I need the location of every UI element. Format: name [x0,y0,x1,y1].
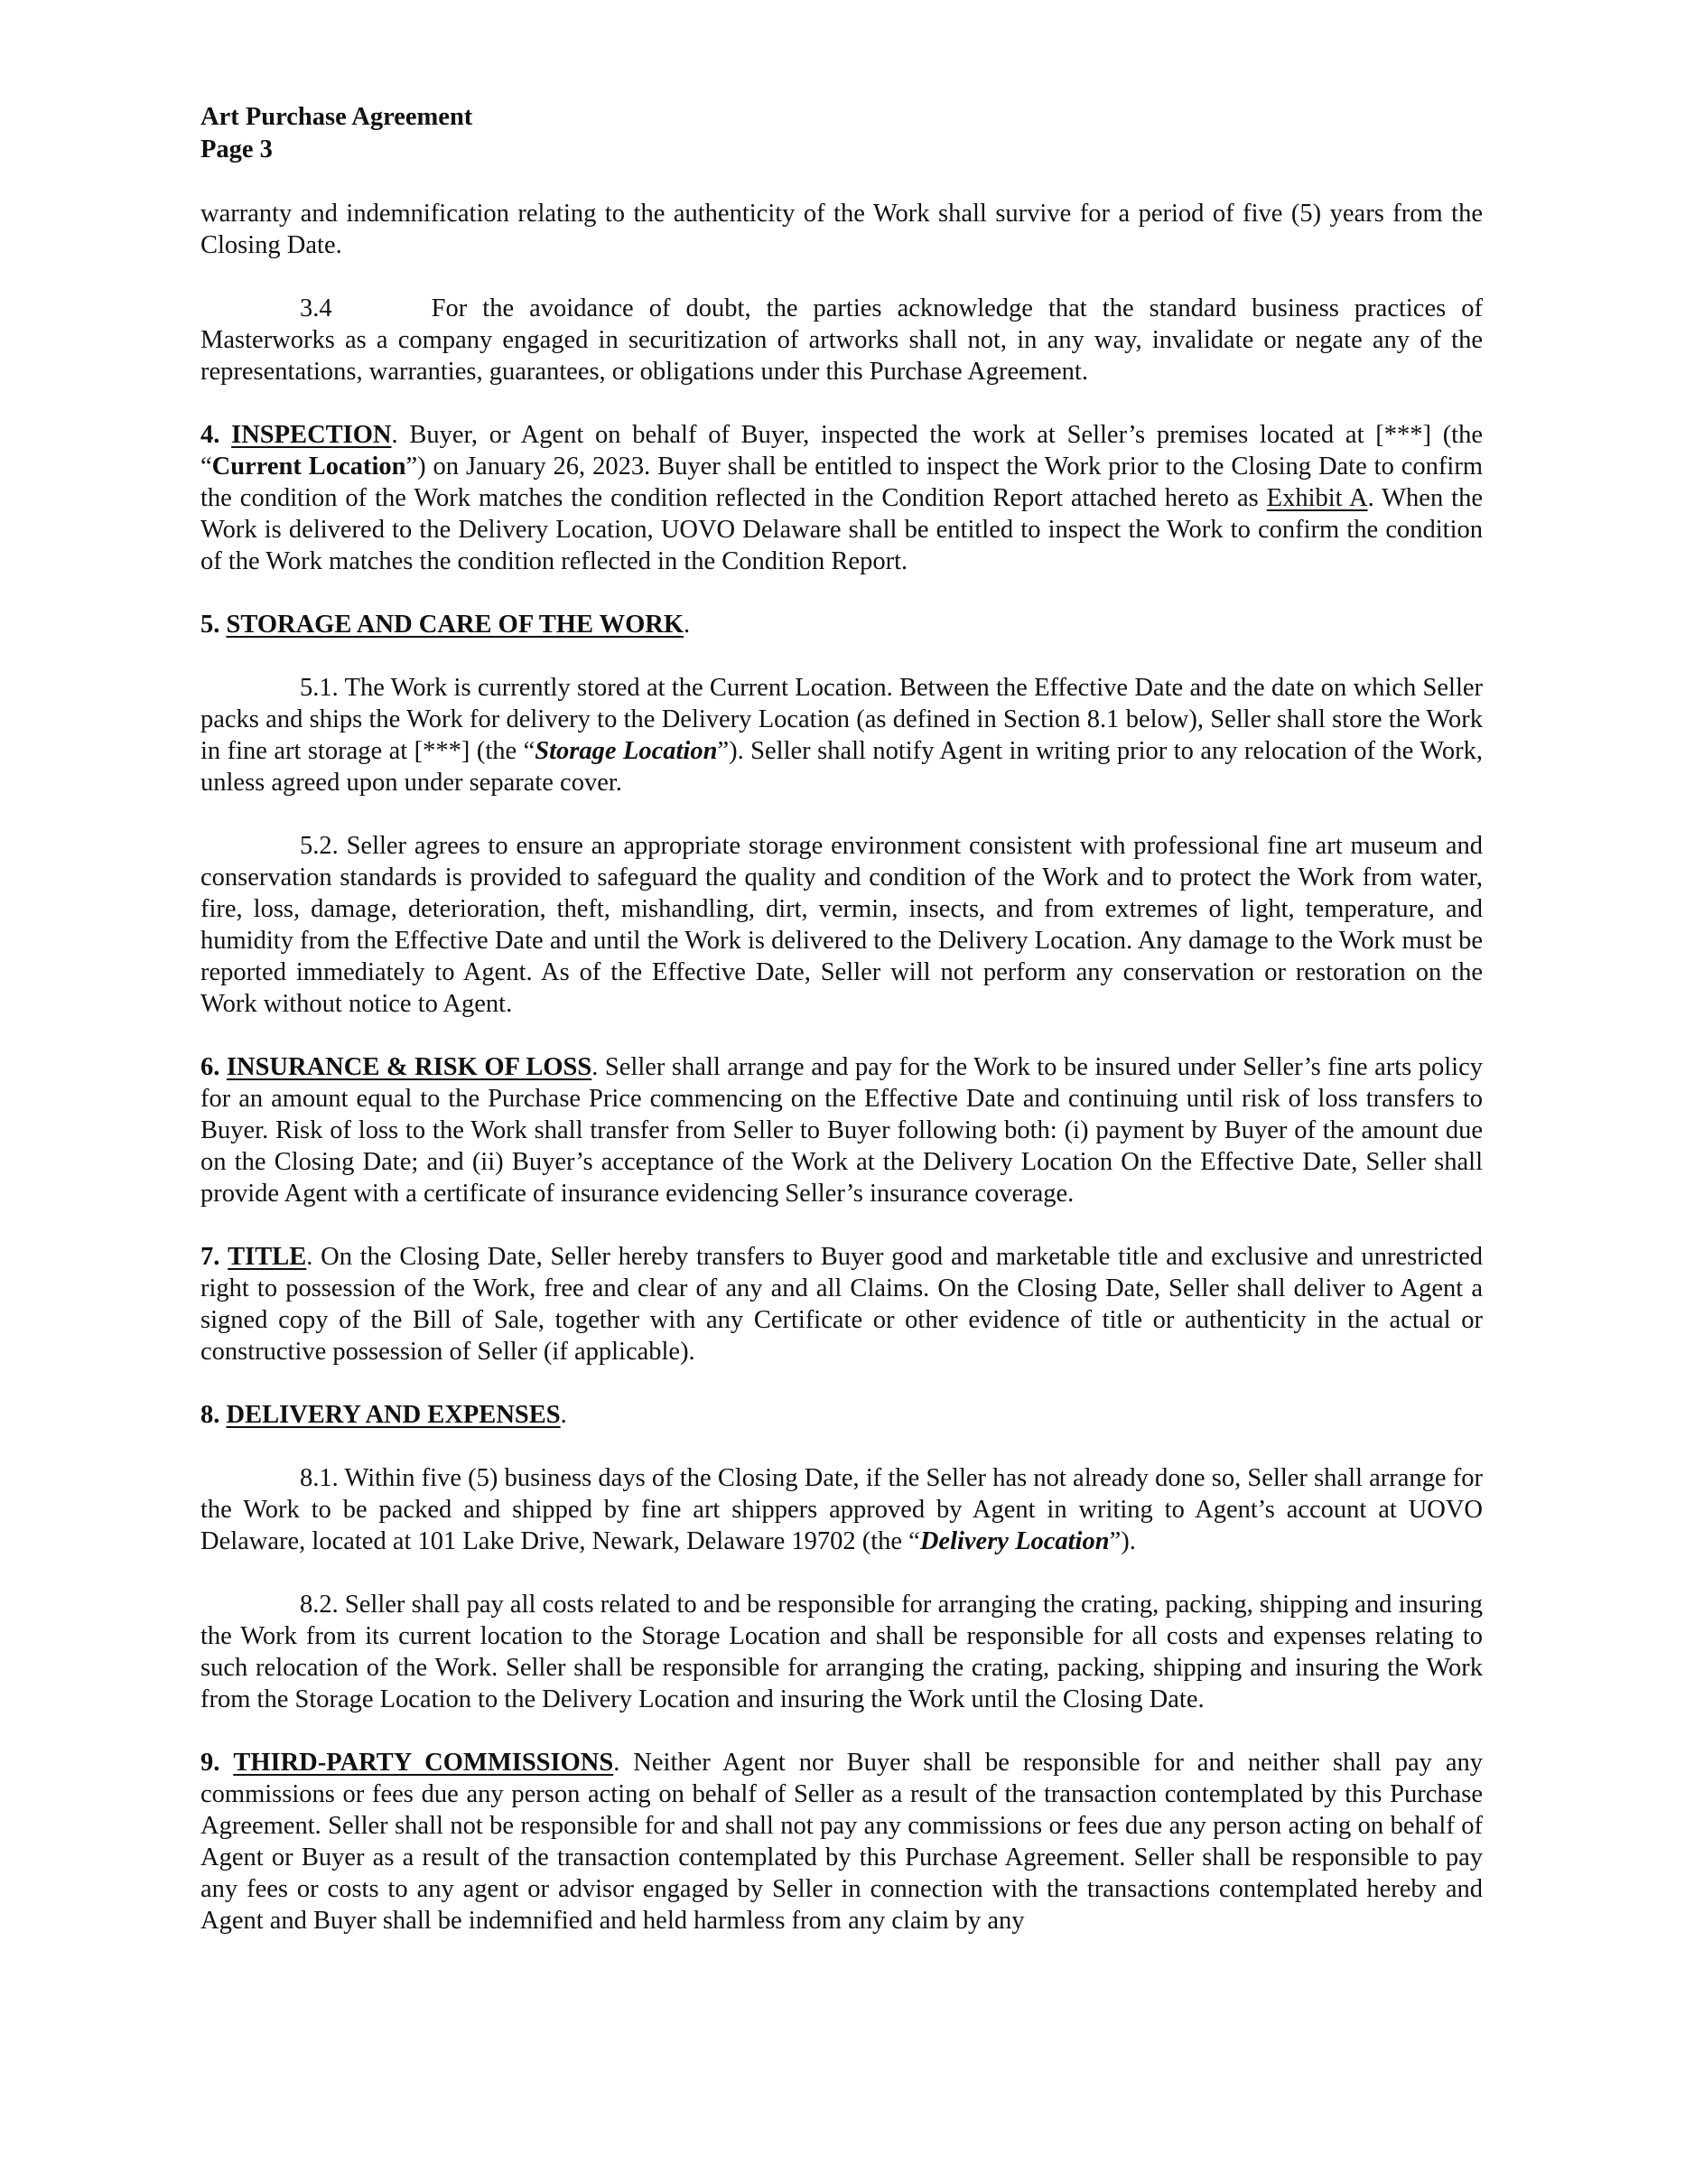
section-6-heading: INSURANCE & RISK OF LOSS [226,1053,592,1081]
document-title: Art Purchase Agreement [200,103,473,131]
section-8-heading-line: 8. DELIVERY AND EXPENSES. [200,1401,567,1429]
section-8-number: 8. [200,1401,220,1429]
section-7-number: 7. [200,1243,220,1271]
document-page [200,101,1483,1937]
page-number: Page 3 [200,135,273,163]
section-3-4 [200,293,1483,387]
section-9-commissions: 9. THIRD-PARTY COMMISSIONS. Neither Agent nor Buyer shall be responsible for and neither shall pay any commissions or fees due any person acting on behalf of Seller as a result of the transaction contemplated by this Purchase Agreement. Seller shall not be responsible for and shall not pay any commissions or fees due any person acting on behalf of Agent or Buyer as a result of the transaction contemplated by this Purchase Agreement. Seller shall be responsible to pay any fees or costs to any agent or advisor engaged by Seller in connection with the transactions contemplated hereby and Agent and Buyer shall be indemnified and held harmless from any claim by any [200,1749,1483,1935]
defined-term-current-location: Current Location [211,453,406,481]
section-9-number: 9. [200,1749,220,1777]
defined-term-delivery-location: Delivery Location [919,1527,1110,1555]
section-8-2: 8.2. Seller shall pay all costs related to and be responsible for arranging the crating, packing, shipping and insuring the Work from its current location to the Storage Location and shall be responsible for all costs and expenses relating to such relocation of the Work. Seller shall be responsible for arranging the crating, packing, shipping and insuring the Work from the Storage Location to the Delivery Location and insuring the Work until the Closing Date. [200,1591,1483,1713]
section-5-1: 5.1. The Work is currently stored at the Current Location. Between the Effective Date and the date on which Seller packs and ships the Work for delivery to the Delivery Location (as defined in Section 8.1 below), Seller shall store the Work in fine art storage at [***] (the “Storage Location”). Seller shall notify Agent in writing prior to any relocation of the Work, unless agreed upon under separate cover. [200,674,1483,797]
section-7-heading: TITLE [228,1243,307,1271]
section-9-heading: THIRD-PARTY COMMISSIONS [233,1749,614,1777]
section-4-inspection: 4. INSPECTION. Buyer, or Agent on behalf of Buyer, inspected the work at Seller’s premises located at [***] (the “Current Location”) on January 26, 2023. Buyer shall be entitled to inspect the Work prior to the Closing Date to confirm the condition of the Work matches the condition reflected in the Condition Report attached hereto as Exhibit A. When the Work is delivered to the Delivery Location, UOVO Delaware shall be entitled to inspect the Work to confirm the condition of the Work matches the condition reflected in the Condition Report. [200,421,1484,575]
section-8-1: 8.1. Within five (5) business days of the Closing Date, if the Seller has not already done so, Seller shall arrange for the Work to be packed and shipped by fine art shippers approved by Agent in writing to Agent’s account at UOVO Delaware, located at 101 Lake Drive, Newark, Delaware 19702 (the “Delivery Location”). [200,1464,1483,1555]
section-4-number: 4. [200,421,220,449]
section-5-heading: STORAGE AND CARE OF THE WORK [226,611,684,639]
section-3-4-number: 3.4 [300,294,332,322]
section-5-number: 5. [200,611,220,639]
section-3-4-text: For the avoidance of doubt, the parties acknowledge that the standard business practices of Masterworks as a company engaged in securitization of artworks shall not, in any way, invalidate or negate any of the representations, warranties, guarantees, or obligations under this Purchase Agreement. [200,294,1483,386]
section-6-number: 6. [200,1053,220,1081]
section-8-heading: DELIVERY AND EXPENSES [226,1401,561,1429]
page-header [200,101,1483,166]
section-4-heading: INSPECTION [231,421,392,449]
defined-term-storage-location: Storage Location [535,737,718,765]
section-5-2: 5.2. Seller agrees to ensure an appropriate storage environment consistent with professional fine art museum and conservation standards is provided to safeguard the quality and condition of the Work and to protect the Work from water, fire, loss, damage, deterioration, theft, mishandling, dirt, vermin, insects, and from extremes of light, temperature, and humidity from the Effective Date and until the Work is delivered to the Delivery Location. Any damage to the Work must be reported immediately to Agent. As of the Effective Date, Seller will not perform any conservation or restoration on the Work without notice to Agent. [200,832,1483,1018]
section-5-heading-line: 5. STORAGE AND CARE OF THE WORK. [200,611,691,639]
section-7-title: 7. TITLE. On the Closing Date, Seller hereby transfers to Buyer good and marketable title and exclusive and unrestricted right to possession of the Work, free and clear of any and all Claims. On the Closing Date, Seller shall deliver to Agent a signed copy of the Bill of Sale, together with any Certificate or other evidence of title or authenticity in the actual or constructive possession of Seller (if applicable). [200,1243,1483,1366]
exhibit-a-reference: Exhibit A [1266,484,1368,512]
paragraph-intro: warranty and indemnification relating to the authenticity of the Work shall survive for a period of five (5) years from the Closing Date. [200,200,1483,259]
section-6-insurance: 6. INSURANCE & RISK OF LOSS. Seller shall arrange and pay for the Work to be insured under Seller’s fine arts policy for an amount equal to the Purchase Price commencing on the Effective Date and continuing until risk of loss transfers to Buyer. Risk of loss to the Work shall transfer from Seller to Buyer following both: (i) payment by Buyer of the amount due on the Closing Date; and (ii) Buyer’s acceptance of the Work at the Delivery Location On the Effective Date, Seller shall provide Agent with a certificate of insurance evidencing Seller’s insurance coverage. [200,1053,1483,1208]
